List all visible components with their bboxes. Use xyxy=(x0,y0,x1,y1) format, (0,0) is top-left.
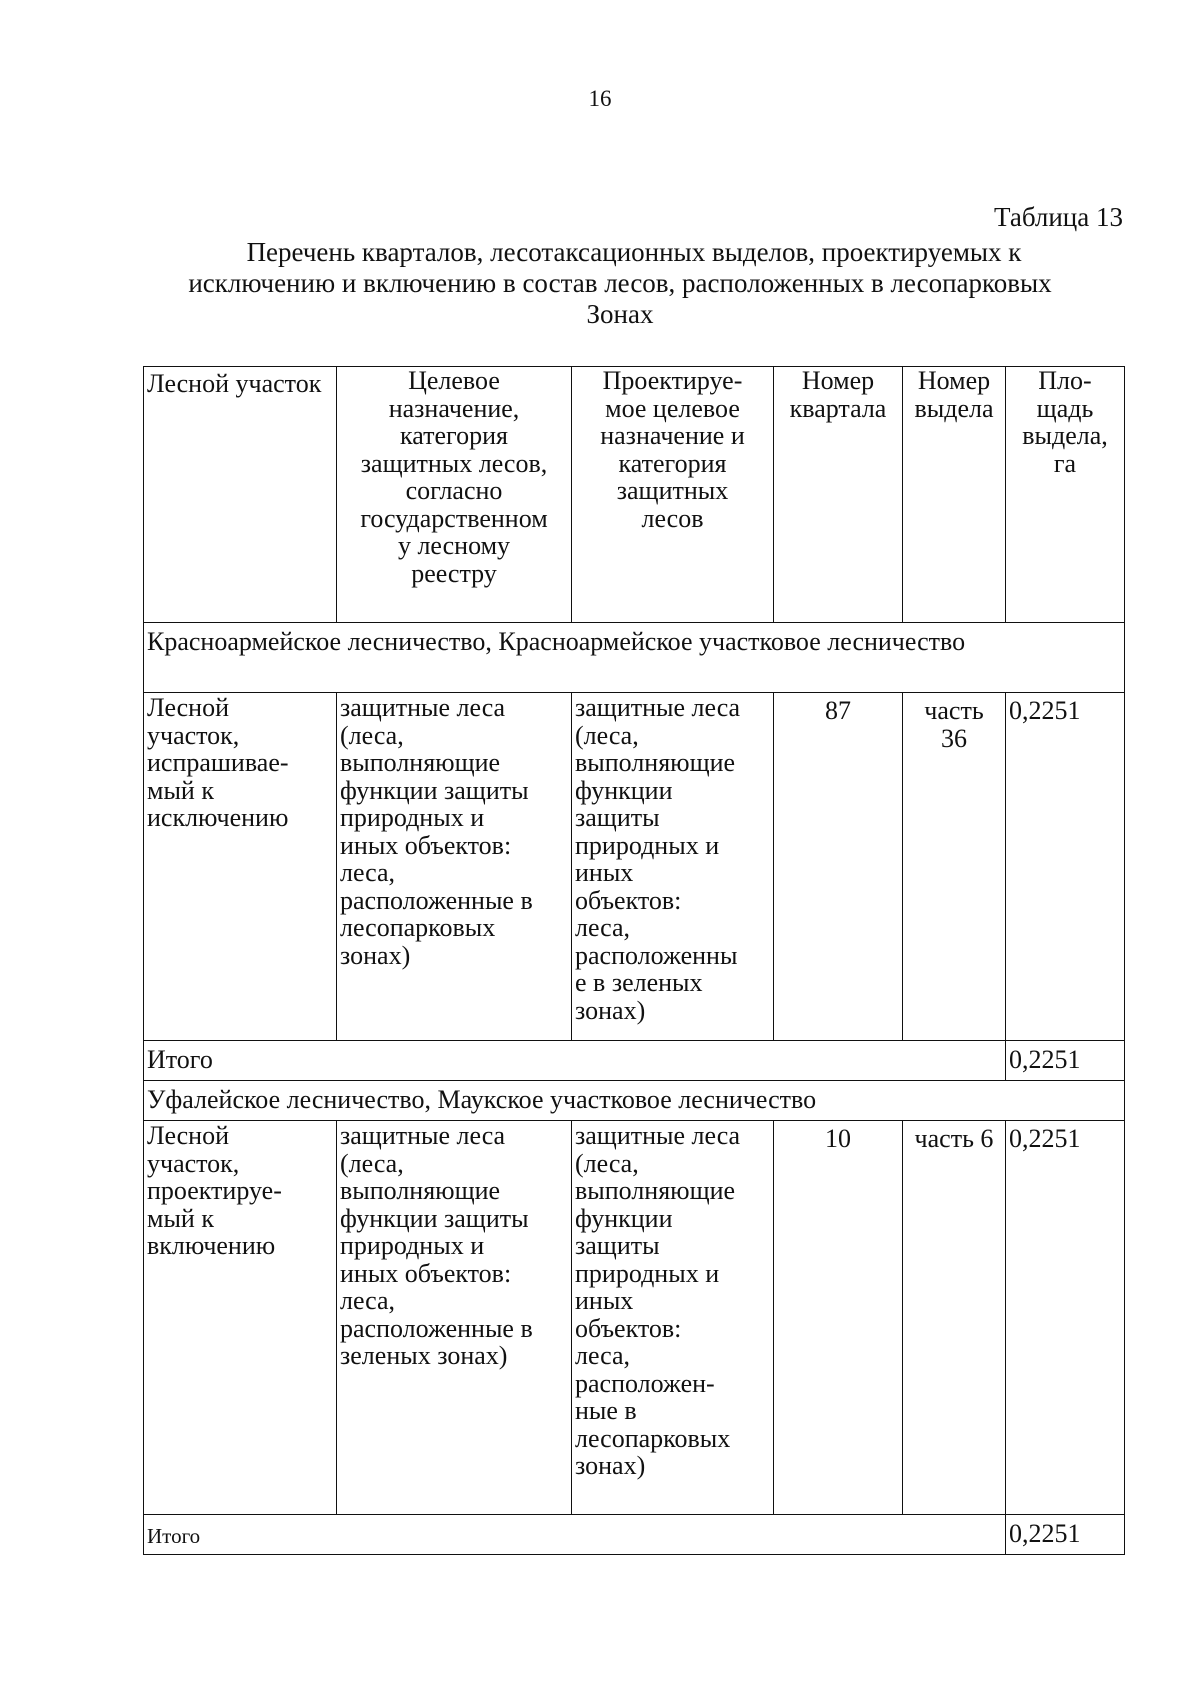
cell-line: природных и xyxy=(575,830,720,860)
forest-plots-table xyxy=(143,366,1125,1555)
cell-line: функции защиты xyxy=(340,1203,529,1233)
cell-line: у лесному xyxy=(397,531,511,560)
cell-line: реестру xyxy=(411,558,497,588)
cell-line: проектируе- xyxy=(147,1176,282,1205)
cell-line: лесопарковых xyxy=(575,1423,731,1453)
cell-line: зонах) xyxy=(575,1451,646,1480)
cell-purpose xyxy=(337,693,572,1041)
cell-line: защитных xyxy=(616,476,729,505)
cell-line: квартала xyxy=(789,393,887,423)
cell-area: 0,2251 xyxy=(1006,1121,1125,1515)
cell-line: иных объектов: xyxy=(340,1258,512,1288)
cell-line: Лесной xyxy=(147,1121,230,1150)
header-allotment-number xyxy=(903,367,1006,623)
cell-line: леса, xyxy=(340,1286,396,1315)
cell-projected-purpose xyxy=(572,693,774,1041)
cell-line: выполняющие xyxy=(340,748,501,777)
cell-line: государственном xyxy=(360,503,548,533)
cell-purpose xyxy=(337,1121,572,1515)
cell-line: объектов: xyxy=(575,885,682,915)
cell-line: защитные леса xyxy=(575,693,741,722)
cell-line: защитные леса xyxy=(340,1121,506,1150)
cell-projected-purpose xyxy=(572,1121,774,1515)
cell-area: 0,2251 xyxy=(1006,693,1125,1041)
cell-forest-plot xyxy=(144,693,337,1041)
cell-line: защиты xyxy=(575,803,660,832)
total-value: 0,2251 xyxy=(1006,1041,1125,1081)
cell-line: га xyxy=(1053,448,1077,478)
header-purpose xyxy=(337,367,572,623)
cell-line: расположенные в xyxy=(340,1313,533,1343)
cell-line: зонах) xyxy=(575,995,646,1025)
cell-line: Номер xyxy=(917,366,991,395)
total-label: Итого xyxy=(144,1515,1006,1555)
cell-line: согласно xyxy=(405,476,503,505)
cell-line: ные в xyxy=(575,1396,637,1425)
cell-line: е в зеленых xyxy=(575,968,703,997)
cell-line: защитные леса xyxy=(340,693,506,722)
table-row xyxy=(144,693,1125,1041)
cell-line: леса, xyxy=(575,1341,631,1370)
cell-line: зеленых зонах) xyxy=(340,1341,508,1370)
cell-line: объектов: xyxy=(575,1313,682,1343)
cell-line: леса, xyxy=(340,858,396,887)
header-forest-plot: Лесной участок xyxy=(144,367,337,623)
cell-allotment xyxy=(903,693,1006,1041)
cell-line: участок, xyxy=(147,1148,240,1178)
cell-allotment: часть 6 xyxy=(903,1121,1006,1515)
cell-line: природных и xyxy=(340,1231,485,1260)
cell-line: мый к xyxy=(147,775,214,805)
cell-line: Проектируе- xyxy=(602,366,743,395)
total-value: 0,2251 xyxy=(1006,1515,1125,1555)
header-area xyxy=(1006,367,1125,623)
total-label: Итого xyxy=(144,1041,1006,1081)
cell-line: испрашивае- xyxy=(147,748,289,777)
cell-line: категория xyxy=(618,448,727,478)
cell-line: зонах) xyxy=(340,940,411,970)
title-line: Зонах xyxy=(586,299,654,329)
total-row xyxy=(144,1515,1125,1555)
cell-line: исключению xyxy=(147,803,289,832)
cell-line: мый к xyxy=(147,1203,214,1233)
cell-line: лесопарковых xyxy=(340,913,496,942)
cell-line: выполняющие xyxy=(340,1176,501,1205)
table-row xyxy=(144,1121,1125,1515)
section-row xyxy=(144,1081,1125,1121)
table-label: Таблица 13 xyxy=(994,202,1123,232)
header-projected-purpose xyxy=(572,367,774,623)
section-row xyxy=(144,623,1125,693)
cell-line: природных и xyxy=(575,1258,720,1288)
cell-line: Номер xyxy=(801,366,875,395)
cell-quarter: 87 xyxy=(774,693,903,1041)
document-title xyxy=(160,237,1080,330)
cell-line: иных объектов: xyxy=(340,830,512,860)
table-header-row xyxy=(144,367,1125,623)
cell-line: Пло- xyxy=(1038,366,1092,395)
cell-line: выполняющие xyxy=(575,1176,736,1205)
cell-line: участок, xyxy=(147,720,240,750)
cell-line: часть xyxy=(924,696,984,725)
cell-line: защиты xyxy=(575,1231,660,1260)
title-line: исключению и включению в состав лесов, расположенных в лесопарковых xyxy=(188,268,1052,298)
cell-line: включению xyxy=(147,1231,276,1260)
cell-line: защитные леса xyxy=(575,1121,741,1150)
cell-line: 36 xyxy=(941,723,967,753)
cell-line: леса, xyxy=(575,913,631,942)
cell-line: выдела xyxy=(914,393,994,423)
cell-forest-plot xyxy=(144,1121,337,1515)
cell-line: мое целевое xyxy=(605,393,740,423)
cell-line: (леса, xyxy=(575,1148,639,1178)
cell-line: функции xyxy=(575,775,673,805)
cell-line: природных и xyxy=(340,803,485,832)
header-quarter-number xyxy=(774,367,903,623)
cell-line: расположенные в xyxy=(340,885,533,915)
cell-line: (леса, xyxy=(340,1148,404,1178)
cell-line: (леса, xyxy=(340,720,404,750)
cell-line: Целевое xyxy=(408,366,500,395)
cell-line: назначение, xyxy=(388,393,520,423)
cell-line: щадь xyxy=(1036,393,1094,423)
cell-line: лесов xyxy=(641,503,704,533)
cell-quarter: 10 xyxy=(774,1121,903,1515)
section-name: Красноармейское лесничество, Красноармейское участковое лесничество xyxy=(144,623,1125,693)
cell-line: иных xyxy=(575,1286,634,1315)
cell-line: иных xyxy=(575,858,634,887)
cell-line: назначение и xyxy=(600,421,745,450)
title-line: Перечень кварталов, лесотаксационных выделов, проектируемых к xyxy=(246,237,1022,267)
cell-line: функции защиты xyxy=(340,775,529,805)
cell-line: расположенны xyxy=(575,940,738,970)
total-row xyxy=(144,1041,1125,1081)
cell-line: Лесной xyxy=(147,693,230,722)
cell-line: функции xyxy=(575,1203,673,1233)
cell-line: защитных лесов, xyxy=(360,448,548,478)
cell-line: выполняющие xyxy=(575,748,736,777)
cell-line: категория xyxy=(400,421,508,450)
cell-line: выдела, xyxy=(1022,421,1108,450)
cell-line: (леса, xyxy=(575,720,639,750)
cell-line: расположен- xyxy=(575,1368,715,1398)
section-name: Уфалейское лесничество, Маукское участковое лесничество xyxy=(144,1081,1125,1121)
page-number: 16 xyxy=(588,86,612,111)
